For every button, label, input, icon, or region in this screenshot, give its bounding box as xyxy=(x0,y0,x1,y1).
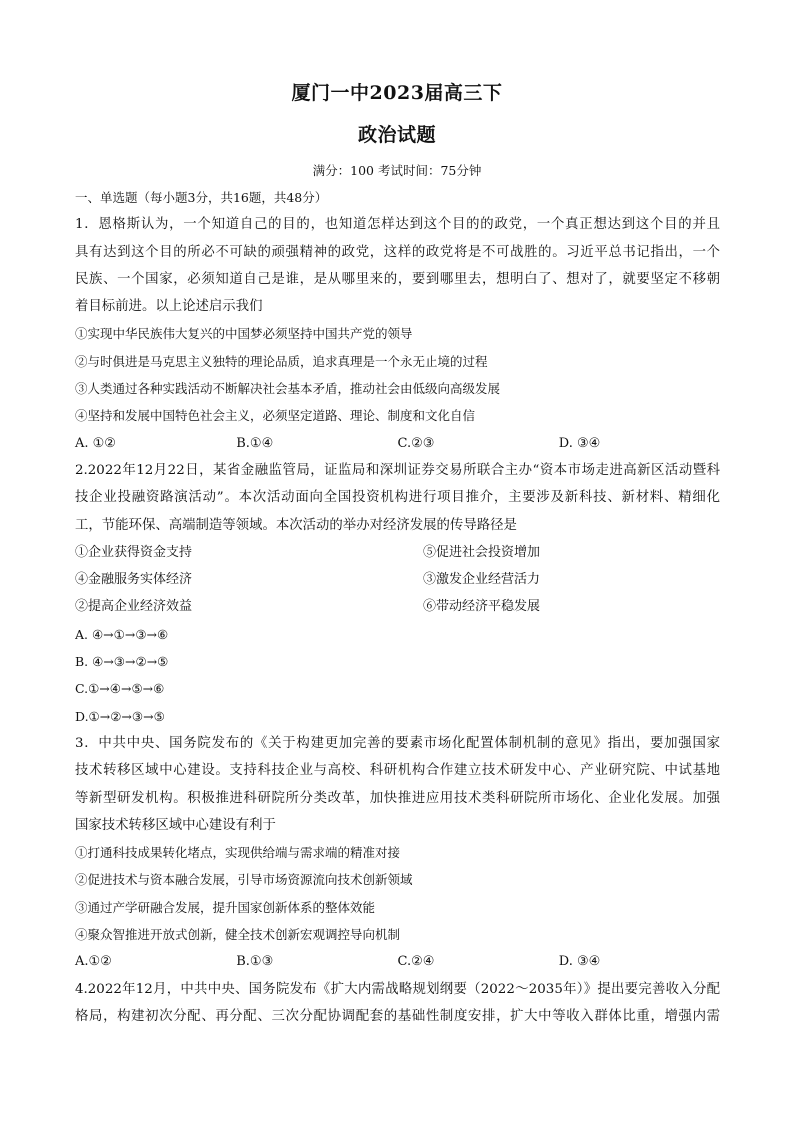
statement-item: ④坚持和发展中国特色社会主义，必须坚定道路、理论、制度和文化自信 xyxy=(75,408,476,424)
option-a[interactable]: A. ④→①→③→⑥ xyxy=(75,626,169,642)
statement-pair xyxy=(75,539,720,566)
option-c[interactable]: C.②④ xyxy=(397,954,435,970)
statement-item: ②促进技术与资本融合发展，引导市场资源流向技术创新领域 xyxy=(75,872,413,888)
question-2 xyxy=(75,457,720,730)
statement-item: ④聚众智推进开放式创新，健全技术创新宏观调控导向机制 xyxy=(75,927,401,943)
option-b[interactable]: B.①④ xyxy=(236,435,274,451)
option-d[interactable]: D. ③④ xyxy=(558,435,601,451)
question-text-line: 格局，构建初次分配、再分配、三次分配协调配套的基础性制度安排，扩大中等收入群体比重，增强内需 xyxy=(75,1008,720,1024)
option-d[interactable]: D. ③④ xyxy=(558,954,601,970)
question-text-line: 着目标前进。以上论述启示我们 xyxy=(75,299,263,315)
statement-item: ①实现中华民族伟大复兴的中国梦必须坚持中国共产党的领导 xyxy=(75,326,413,342)
question-4 xyxy=(75,976,720,1031)
option-b[interactable]: B.①③ xyxy=(236,954,274,970)
question-text-line: 技术转移区域中心建设。支持科技企业与高校、科研机构合作建立技术研发中心、产业研究院、中试基地 xyxy=(75,763,720,779)
section-heading: 一、单选题（每小题3分，共16题，共48分） xyxy=(75,190,328,205)
statement-item: ⑤促进社会投资增加 xyxy=(423,544,541,560)
exam-title: 厦门一中2023届高三下 xyxy=(291,82,503,104)
statement-pair xyxy=(75,566,720,593)
statement-item: ②与时俱进是马克思主义独特的理论品质，追求真理是一个永无止境的过程 xyxy=(75,353,488,369)
statement-item: ①企业获得资金支持 xyxy=(75,544,193,560)
option-d[interactable]: D.①→②→③→⑤ xyxy=(75,708,165,724)
statement-item: ③激发企业经营活力 xyxy=(423,572,541,588)
option-c[interactable]: C.②③ xyxy=(397,435,435,451)
answer-options xyxy=(75,430,720,457)
statement-item: ⑥带动经济平稳发展 xyxy=(423,599,541,615)
exam-content xyxy=(75,184,720,1030)
option-a[interactable]: A. ①② xyxy=(75,435,116,451)
statement-item: ③通过产学研融合发展，提升国家创新体系的整体效能 xyxy=(75,899,376,915)
question-text-line: 3．中共中央、国务院发布的《关于构建更加完善的要素市场化配置体制机制的意见》指出，要加强国家 xyxy=(75,735,720,751)
option-a[interactable]: A.①② xyxy=(75,954,112,970)
question-text-line: 4.2022年12月，中共中央、国务院发布《扩大内需战略规划纲要（2022～2035年）》提出要完善收入分配 xyxy=(75,981,720,997)
question-text-line: 等新型研发机构。积极推进科研院所分类改革，加快推进应用技术类科研院所市场化、企业化发展。加强 xyxy=(75,790,720,806)
statement-pair xyxy=(75,593,720,620)
option-c[interactable]: C.①→④→⑤→⑥ xyxy=(75,681,165,697)
exam-subtitle: 政治试题 xyxy=(357,124,436,146)
statement-item: ③人类通过各种实践活动不断解决社会基本矛盾，推动社会由低级向高级发展 xyxy=(75,381,501,397)
question-text-line: 具有达到这个目的所必不可缺的顽强精神的政党，这样的政党将是不可战胜的。习近平总书记指出，一个 xyxy=(75,244,720,260)
question-text-line: 工，节能环保、高端制造等领域。本次活动的举办对经济发展的传导路径是 xyxy=(75,517,517,533)
question-text-line: 民族、一个国家，必须知道自己是谁，是从哪里来的，要到哪里去，想明白了、想对了，就要坚定不移朝 xyxy=(75,271,720,287)
statement-item: ②提高企业经济效益 xyxy=(75,599,193,615)
answer-options xyxy=(75,948,720,975)
option-b[interactable]: B. ④→③→②→⑤ xyxy=(75,654,169,670)
question-3 xyxy=(75,730,720,976)
question-1 xyxy=(75,211,720,457)
question-text-line: 1．恩格斯认为，一个知道自己的目的，也知道怎样达到这个目的的政党，一个真正想达到这个目的并且 xyxy=(75,217,720,233)
statement-item: ①打通科技成果转化堵点，实现供给端与需求端的精准对接 xyxy=(75,845,401,861)
statement-item: ④金融服务实体经济 xyxy=(75,572,193,588)
question-text-line: 2.2022年12月22日，某省金融监管局，证监局和深圳证券交易所联合主办“资本市场走进高新区活动暨科 xyxy=(75,462,720,478)
exam-meta: 满分：100 考试时间：75分钟 xyxy=(312,163,482,178)
question-text-line: 技企业投融资路演活动”。本次活动面向全国投资机构进行项目推介，主要涉及新科技、新材料、精细化 xyxy=(75,490,720,506)
question-text-line: 国家技术转移区域中心建设有利于 xyxy=(75,817,276,833)
